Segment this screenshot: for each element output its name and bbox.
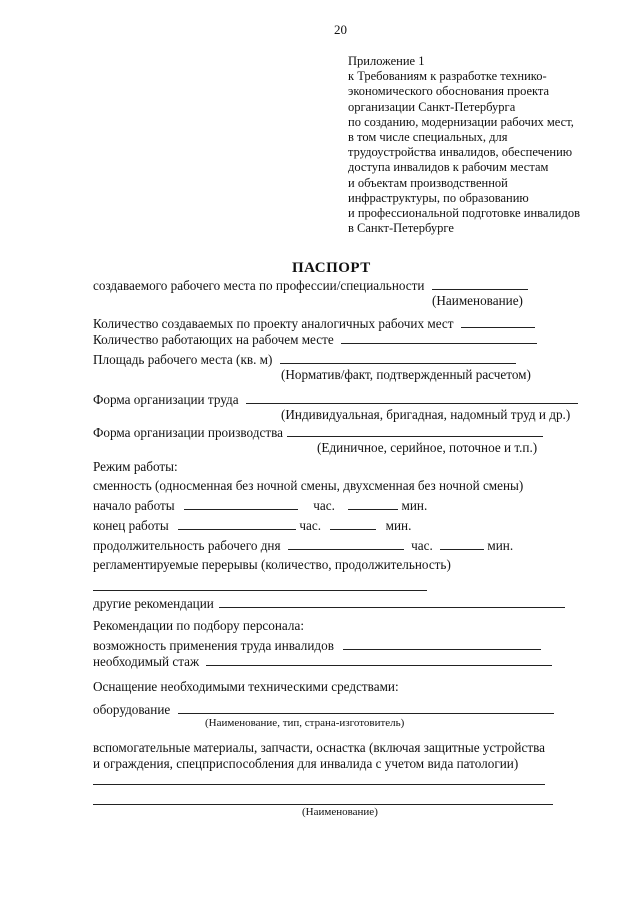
appendix-line: экономического обоснования проекта xyxy=(348,84,550,99)
duration-minutes-unit: мин. xyxy=(487,538,514,553)
end-hours-unit: час. xyxy=(299,518,322,533)
materials-field-1[interactable] xyxy=(93,784,545,785)
materials-line-1: вспомогательные материалы, запчасти, оснастка (включая защитные устройства xyxy=(93,740,545,755)
appendix-line: по созданию, модернизации рабочих мест, xyxy=(348,114,574,129)
production-form-field[interactable] xyxy=(287,424,543,437)
other-recs-row xyxy=(93,595,565,612)
start-label: начало работы xyxy=(93,498,175,513)
experience-field[interactable] xyxy=(206,653,552,666)
count-created-field[interactable] xyxy=(461,315,535,328)
count-working-field[interactable] xyxy=(341,331,537,344)
profession-hint: (Наименование) xyxy=(432,293,523,308)
materials-line-2: и ограждения, спецприспособления для инвалида с учетом вида патологии) xyxy=(93,756,519,771)
production-form-hint: (Единичное, серийное, поточное и т.п.) xyxy=(317,440,538,455)
appendix-line: организации Санкт-Петербурга xyxy=(348,99,516,114)
duration-hours-unit: час. xyxy=(411,538,433,553)
other-recs-label: другие рекомендации xyxy=(93,596,214,611)
materials-field-2[interactable] xyxy=(93,804,553,805)
passport-title: ПАСПОРТ xyxy=(292,260,371,276)
breaks-field[interactable] xyxy=(93,590,427,591)
shifts-label: сменность (односменная без ночной смены, двухсменная без ночной смены) xyxy=(93,478,524,493)
materials-hint: (Наименование) xyxy=(302,806,378,818)
appendix-line: в Санкт-Петербурге xyxy=(348,221,454,236)
end-row xyxy=(93,517,411,534)
start-hours-field[interactable] xyxy=(184,497,298,510)
equipment-row xyxy=(93,701,554,718)
area-row xyxy=(93,351,516,368)
equipment-label: оборудование xyxy=(93,702,171,717)
labor-form-label: Форма организации труда xyxy=(93,392,239,407)
disabled-labor-label: возможность применения труда инвалидов xyxy=(93,638,334,653)
duration-row xyxy=(93,537,513,554)
labor-form-row xyxy=(93,391,578,408)
appendix-line: трудоустройства инвалидов, обеспечению xyxy=(348,145,573,160)
staff-recs-label: Рекомендации по подбору персонала: xyxy=(93,618,304,633)
equipment-field[interactable] xyxy=(178,701,554,714)
appendix-line: доступа инвалидов к рабочим местам xyxy=(348,160,549,175)
appendix-line: Приложение 1 xyxy=(348,54,425,68)
end-minutes-unit: мин. xyxy=(385,518,412,533)
start-hours-unit: час. xyxy=(313,498,335,513)
count-working-row xyxy=(93,331,537,348)
breaks-label: регламентируемые перерывы (количество, продолжительность) xyxy=(93,557,451,572)
appendix-line: и объектам производственной xyxy=(348,175,508,190)
appendix-line: к Требованиям к разработке технико- xyxy=(348,69,547,84)
profession-row xyxy=(93,277,528,294)
area-label: Площадь рабочего места (кв. м) xyxy=(93,352,273,367)
appendix-line: и профессиональной подготовке инвалидов xyxy=(348,206,580,221)
work-mode-label: Режим работы: xyxy=(93,459,178,474)
start-minutes-field[interactable] xyxy=(348,497,398,510)
appendix-line: инфраструктуры, по образованию xyxy=(348,190,529,205)
equipment-hint: (Наименование, тип, страна-изготовитель) xyxy=(205,717,405,729)
labor-form-hint: (Индивидуальная, бригадная, надомный труд и др.) xyxy=(281,407,571,422)
profession-field[interactable] xyxy=(432,277,528,290)
production-form-label: Форма организации производства xyxy=(93,425,284,440)
duration-hours-field[interactable] xyxy=(288,537,404,550)
count-created-row xyxy=(93,315,535,332)
labor-form-field[interactable] xyxy=(246,391,578,404)
duration-minutes-field[interactable] xyxy=(440,537,484,550)
end-minutes-field[interactable] xyxy=(330,517,376,530)
appendix-line: в том числе специальных, для xyxy=(348,130,508,145)
appendix-block xyxy=(348,54,580,236)
page-number: 20 xyxy=(334,22,347,37)
production-form-row xyxy=(93,424,543,441)
experience-label: необходимый стаж xyxy=(93,654,200,669)
disabled-labor-field[interactable] xyxy=(343,637,541,650)
duration-label: продолжительность рабочего дня xyxy=(93,538,281,553)
start-row xyxy=(93,497,427,514)
experience-row xyxy=(93,653,552,670)
equipment-title: Оснащение необходимыми техническими средствами: xyxy=(93,679,399,694)
count-created-label: Количество создаваемых по проекту аналогичных рабочих мест xyxy=(93,316,454,331)
other-recs-field[interactable] xyxy=(219,595,565,608)
count-working-label: Количество работающих на рабочем месте xyxy=(93,332,334,347)
start-minutes-unit: мин. xyxy=(401,498,428,513)
disabled-labor-row xyxy=(93,637,541,654)
end-hours-field[interactable] xyxy=(178,517,296,530)
area-field[interactable] xyxy=(280,351,516,364)
end-label: конец работы xyxy=(93,518,169,533)
profession-label: создаваемого рабочего места по профессии/специальности xyxy=(93,278,425,293)
area-hint: (Норматив/факт, подтвержденный расчетом) xyxy=(281,367,531,382)
